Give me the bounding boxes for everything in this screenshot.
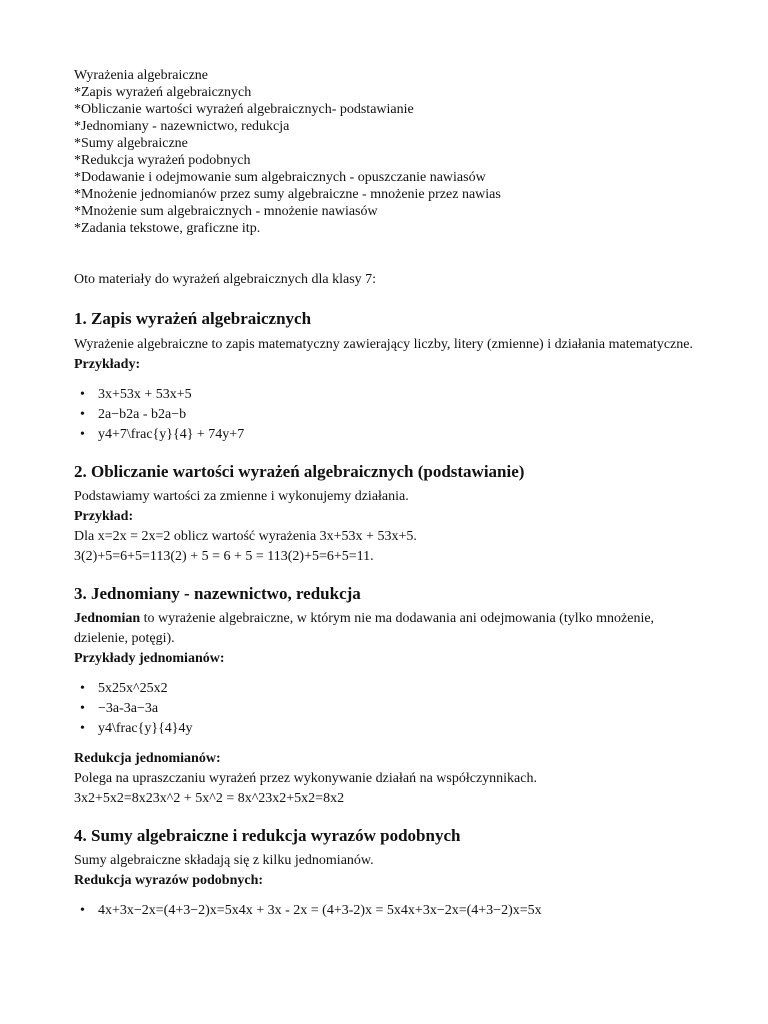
lead-text: Oto materiały do wyrażeń algebraicznych dla klasy 7: — [74, 272, 377, 287]
section-1-heading: 1. Zapis wyrażeń algebraicznych — [74, 309, 312, 328]
section-3-reduction-text: Polega na upraszczaniu wyrażeń przez wykonywanie działań na współczynnikach. — [74, 771, 537, 786]
topic-line: *Zadania tekstowe, graficzne itp. — [74, 221, 261, 236]
section-2-line-1: Dla x=2x = 2x=2 oblicz wartość wyrażenia 3x+53x + 53x+5. — [74, 529, 417, 544]
section-1-examples-label: Przykłady: — [74, 357, 141, 372]
topic-line: *Mnożenie sum algebraicznych - mnożenie nawiasów — [74, 204, 378, 219]
document-page — [74, 67, 694, 921]
topic-line: *Zapis wyrażeń algebraicznych — [74, 85, 252, 100]
list-item: • −3a-3a−3a — [98, 699, 694, 719]
section-3-reduction-example: 3x2+5x2=8x23x^2 + 5x^2 = 8x^23x2+5x2=8x2 — [74, 791, 345, 806]
list-item: • 5x25x^25x2 — [98, 679, 694, 699]
topic-line: *Jednomiany - nazewnictwo, redukcja — [74, 119, 290, 134]
section-3-term: Jednomian — [74, 611, 141, 626]
list-item: • y4\frac{y}{4}4y — [98, 719, 694, 739]
section-2-example-label: Przykład: — [74, 509, 134, 524]
topic-line: *Redukcja wyrażeń podobnych — [74, 153, 251, 168]
section-2-line-2: 3(2)+5=6+5=113(2) + 5 = 6 + 5 = 113(2)+5=6+5=11. — [74, 549, 374, 564]
topic-line: Wyrażenia algebraiczne — [74, 68, 209, 83]
topics-list — [74, 67, 694, 237]
section-1-text: Wyrażenie algebraiczne to zapis matematyczny zawierający liczby, litery (zmienne) i działania matematyczne. — [74, 337, 693, 352]
section-4-heading: 4. Sumy algebraiczne i redukcja wyrazów podobnych — [74, 826, 461, 845]
topic-line: *Obliczanie wartości wyrażeń algebraicznych- podstawianie — [74, 102, 414, 117]
section-2-heading: 2. Obliczanie wartości wyrażeń algebraicznych (podstawianie) — [74, 462, 525, 481]
list-item: • 4x+3x−2x=(4+3−2)x=5x4x + 3x - 2x = (4+3-2)x = 5x4x+3x−2x=(4+3−2)x=5x — [98, 901, 694, 921]
section-3-definition: to wyrażenie algebraiczne, w którym nie ma dodawania ani odejmowania (tylko mnożenie, dzielenie, potęgi). — [74, 611, 655, 646]
section-3-examples — [74, 679, 694, 739]
section-3-heading: 3. Jednomiany - nazewnictwo, redukcja — [74, 584, 361, 603]
list-item: • 3x+53x + 53x+5 — [98, 385, 694, 405]
section-3-examples-label: Przykłady jednomianów: — [74, 651, 225, 666]
section-1-examples — [74, 385, 694, 445]
list-item: • 2a−b2a - b2a−b — [98, 405, 694, 425]
list-item: • y4+7\frac{y}{4} + 74y+7 — [98, 425, 694, 445]
section-3-reduction-label: Redukcja jednomianów: — [74, 751, 221, 766]
section-2-text: Podstawiamy wartości za zmienne i wykonujemy działania. — [74, 489, 409, 504]
topic-line: *Dodawanie i odejmowanie sum algebraicznych - opuszczanie nawiasów — [74, 170, 486, 185]
topic-line: *Mnożenie jednomianów przez sumy algebraiczne - mnożenie przez nawias — [74, 187, 501, 202]
section-4-label: Redukcja wyrazów podobnych: — [74, 873, 264, 888]
topic-line: *Sumy algebraiczne — [74, 136, 188, 151]
section-4-text: Sumy algebraiczne składają się z kilku jednomianów. — [74, 853, 374, 868]
section-3-text — [74, 609, 694, 649]
section-4-examples — [74, 901, 694, 921]
